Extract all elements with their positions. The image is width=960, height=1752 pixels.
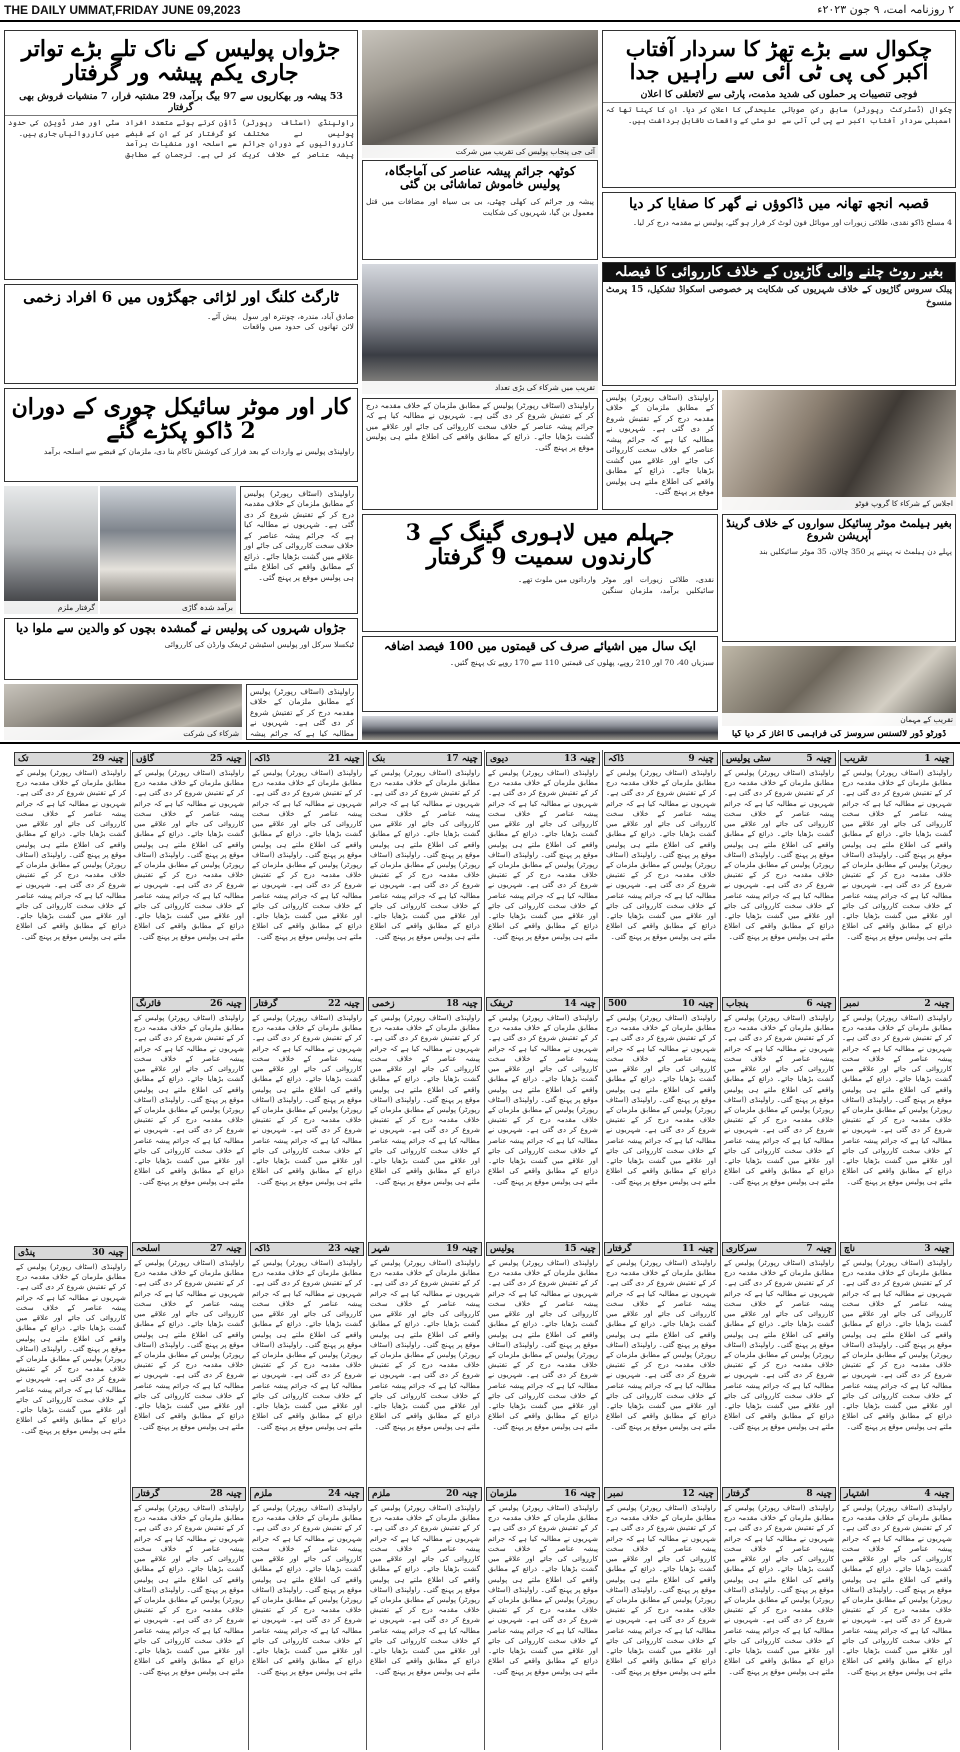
story-side <box>602 390 718 510</box>
classified-number: چینہ 5 <box>806 754 832 764</box>
classified-column <box>250 752 364 1748</box>
classified-heading <box>840 1487 954 1501</box>
classified-number: چینہ 18 <box>446 999 478 1009</box>
classified-number: چینہ 22 <box>328 999 360 1009</box>
classified-heading <box>132 752 246 766</box>
column-rule <box>720 750 721 1750</box>
photo-caption: برآمد شدہ گاڑی <box>100 601 236 614</box>
column-rule <box>484 750 485 1750</box>
classified-heading <box>250 1487 364 1501</box>
classified-heading <box>250 1242 364 1256</box>
story-body: راولپنڈی (اسٹاف رپورٹر) پولیس کے مطابق ملزمان کے خلاف مقدمہ درج کر کے تفتیش شروع کر دی گئی ہے۔ شہریوں نے مطالبہ کیا ہے کہ جرائم پیشہ عناصر کے خلاف سخت کارروائی کی جائے اور علاقے میں گشت بڑھایا جائے۔ ذرائع کے مطابق واقعے کی اطلاع ملتے ہی پولیس موقع پر پہنچ گئی۔ <box>606 393 714 497</box>
classified-heading <box>722 997 836 1011</box>
story-headline: بغیر روٹ چلنے والی گاڑیوں کے خلاف کارروائی کا فیصلہ <box>603 263 955 282</box>
classified-heading <box>840 1242 954 1256</box>
classified-body: راولپنڈی (اسٹاف رپورٹر) پولیس کے مطابق ملزمان کے خلاف مقدمہ درج کر کے تفتیش شروع کر دی گئی ہے۔ شہریوں نے مطالبہ کیا ہے کہ جرائم پیشہ عناصر کے خلاف سخت کارروائی کی جائے اور علاقے میں گشت بڑھایا جائے۔ ذرائع کے مطابق واقعے کی اطلاع ملتے ہی پولیس موقع پر پہنچ گئی۔ راولپنڈی (اسٹاف رپورٹر) پولیس کے مطابق ملزمان کے خلاف مقدمہ درج کر کے تفتیش شروع کر دی گئی ہے۔ شہریوں نے مطالبہ کیا ہے کہ جرائم پیشہ عناصر کے خلاف سخت کارروائی کی جائے اور علاقے میں گشت بڑھایا جائے۔ ذرائع کے مطابق واقعے کی اطلاع ملتے ہی پولیس موقع پر پہنچ گئی۔ <box>724 768 834 941</box>
classified-body: راولپنڈی (اسٹاف رپورٹر) پولیس کے مطابق ملزمان کے خلاف مقدمہ درج کر کے تفتیش شروع کر دی گئی ہے۔ شہریوں نے مطالبہ کیا ہے کہ جرائم پیشہ عناصر کے خلاف سخت کارروائی کی جائے اور علاقے میں گشت بڑھایا جائے۔ ذرائع کے مطابق واقعے کی اطلاع ملتے ہی پولیس موقع پر پہنچ گئی۔ راولپنڈی (اسٹاف رپورٹر) پولیس کے مطابق ملزمان کے خلاف مقدمہ درج کر کے تفتیش شروع کر دی گئی ہے۔ شہریوں نے مطالبہ کیا ہے کہ جرائم پیشہ عناصر کے خلاف سخت کارروائی کی جائے اور علاقے میں گشت بڑھایا جائے۔ ذرائع کے مطابق واقعے کی اطلاع ملتے ہی پولیس موقع پر پہنچ گئی۔ <box>842 1013 952 1186</box>
classified-number: چینہ 13 <box>564 754 596 764</box>
classified-body: راولپنڈی (اسٹاف رپورٹر) پولیس کے مطابق ملزمان کے خلاف مقدمہ درج کر کے تفتیش شروع کر دی گئی ہے۔ شہریوں نے مطالبہ کیا ہے کہ جرائم پیشہ عناصر کے خلاف سخت کارروائی کی جائے اور علاقے میں گشت بڑھایا جائے۔ ذرائع کے مطابق واقعے کی اطلاع ملتے ہی پولیس موقع پر پہنچ گئی۔ راولپنڈی (اسٹاف رپورٹر) پولیس کے مطابق ملزمان کے خلاف مقدمہ درج کر کے تفتیش شروع کر دی گئی ہے۔ شہریوں نے مطالبہ کیا ہے کہ جرائم پیشہ عناصر کے خلاف سخت کارروائی کی جائے اور علاقے میں گشت بڑھایا جائے۔ ذرائع کے مطابق واقعے کی اطلاع ملتے ہی پولیس موقع پر پہنچ گئی۔ <box>134 1258 244 1431</box>
classified-heading <box>132 997 246 1011</box>
column-rule <box>602 750 603 1750</box>
classified-body: راولپنڈی (اسٹاف رپورٹر) پولیس کے مطابق ملزمان کے خلاف مقدمہ درج کر کے تفتیش شروع کر دی گئی ہے۔ شہریوں نے مطالبہ کیا ہے کہ جرائم پیشہ عناصر کے خلاف سخت کارروائی کی جائے اور علاقے میں گشت بڑھایا جائے۔ ذرائع کے مطابق واقعے کی اطلاع ملتے ہی پولیس موقع پر پہنچ گئی۔ راولپنڈی (اسٹاف رپورٹر) پولیس کے مطابق ملزمان کے خلاف مقدمہ درج کر کے تفتیش شروع کر دی گئی ہے۔ شہریوں نے مطالبہ کیا ہے کہ جرائم پیشہ عناصر کے خلاف سخت کارروائی کی جائے اور علاقے میں گشت بڑھایا جائے۔ ذرائع کے مطابق واقعے کی اطلاع ملتے ہی پولیس موقع پر پہنچ گئی۔ <box>842 1503 952 1676</box>
classified-body: راولپنڈی (اسٹاف رپورٹر) پولیس کے مطابق ملزمان کے خلاف مقدمہ درج کر کے تفتیش شروع کر دی گئی ہے۔ شہریوں نے مطالبہ کیا ہے کہ جرائم پیشہ عناصر کے خلاف سخت کارروائی کی جائے اور علاقے میں گشت بڑھایا جائے۔ ذرائع کے مطابق واقعے کی اطلاع ملتے ہی پولیس موقع پر پہنچ گئی۔ راولپنڈی (اسٹاف رپورٹر) پولیس کے مطابق ملزمان کے خلاف مقدمہ درج کر کے تفتیش شروع کر دی گئی ہے۔ شہریوں نے مطالبہ کیا ہے کہ جرائم پیشہ عناصر کے خلاف سخت کارروائی کی جائے اور علاقے میں گشت بڑھایا جائے۔ ذرائع کے مطابق واقعے کی اطلاع ملتے ہی پولیس موقع پر پہنچ گئی۔ <box>488 1503 598 1676</box>
classified-number: چینہ 17 <box>446 754 478 764</box>
story-helmet-operation <box>722 514 956 642</box>
story-headline: بغیر ہیلمٹ موٹر سائیکل سواروں کے خلاف گرینڈ آپریشن شروع <box>726 517 952 543</box>
story-body: ٹیکسلا سرکل اور پولیس اسٹیشن ٹریفک وارڈن کی کارروائی <box>164 640 354 650</box>
story-license-services <box>722 730 956 742</box>
story-body: راولپنڈی (اسٹاف رپورٹر) پولیس کے مطابق ملزمان کے خلاف مقدمہ درج کر کے تفتیش شروع کر دی گئی ہے۔ شہریوں نے مطالبہ کیا ہے کہ جرائم پیشہ <box>250 687 354 738</box>
classified-heading <box>486 1487 600 1501</box>
story-body: چکوال (ڈسٹرکٹ رپورٹر) سابق رکن صوبائی اسمبلی سردار آفتاب اکبر نے پی ٹی آئی سے علیحدگی کا اعلان کر دیا۔ ان کا کہنا تھا کہ نو مئی کے واقعات ناقابل برداشت ہیں۔ <box>606 105 952 125</box>
classified-heading <box>250 752 364 766</box>
classified-title: اشتہار <box>844 1489 870 1499</box>
classified-body: راولپنڈی (اسٹاف رپورٹر) پولیس کے مطابق ملزمان کے خلاف مقدمہ درج کر کے تفتیش شروع کر دی گئی ہے۔ شہریوں نے مطالبہ کیا ہے کہ جرائم پیشہ عناصر کے خلاف سخت کارروائی کی جائے اور علاقے میں گشت بڑھایا جائے۔ ذرائع کے مطابق واقعے کی اطلاع ملتے ہی پولیس موقع پر پہنچ گئی۔ راولپنڈی (اسٹاف رپورٹر) پولیس کے مطابق ملزمان کے خلاف مقدمہ درج کر کے تفتیش شروع کر دی گئی ہے۔ شہریوں نے مطالبہ کیا ہے کہ جرائم پیشہ عناصر کے خلاف سخت کارروائی کی جائے اور علاقے میں گشت بڑھایا جائے۔ ذرائع کے مطابق واقعے کی اطلاع ملتے ہی پولیس موقع پر پہنچ گئی۔ <box>16 1262 126 1435</box>
classified-number: چینہ 26 <box>210 999 242 1009</box>
classified-heading <box>486 752 600 766</box>
story-subhead: فوجی تنصیبات پر حملوں کی شدید مذمت، پارٹی سے لاتعلقی کا اعلان <box>603 87 955 103</box>
story-route-vehicles <box>602 262 956 386</box>
classified-title: دیوی <box>490 754 509 764</box>
classified-body: راولپنڈی (اسٹاف رپورٹر) پولیس کے مطابق ملزمان کے خلاف مقدمہ درج کر کے تفتیش شروع کر دی گئی ہے۔ شہریوں نے مطالبہ کیا ہے کہ جرائم پیشہ عناصر کے خلاف سخت کارروائی کی جائے اور علاقے میں گشت بڑھایا جائے۔ ذرائع کے مطابق واقعے کی اطلاع ملتے ہی پولیس موقع پر پہنچ گئی۔ راولپنڈی (اسٹاف رپورٹر) پولیس کے مطابق ملزمان کے خلاف مقدمہ درج کر کے تفتیش شروع کر دی گئی ہے۔ شہریوں نے مطالبہ کیا ہے کہ جرائم پیشہ عناصر کے خلاف سخت کارروائی کی جائے اور علاقے میں گشت بڑھایا جائے۔ ذرائع کے مطابق واقعے کی اطلاع ملتے ہی پولیس موقع پر پہنچ گئی۔ <box>606 768 716 941</box>
classified-number: چینہ 28 <box>210 1489 242 1499</box>
story-kotha-crime <box>362 160 598 260</box>
classified-number: چینہ 21 <box>328 754 360 764</box>
classified-heading <box>368 1487 482 1501</box>
masthead <box>0 0 960 22</box>
photo-caption: تقریب میں شرکاء کی بڑی تعداد <box>362 381 598 394</box>
classified-title: 500 <box>608 999 627 1009</box>
classified-body: راولپنڈی (اسٹاف رپورٹر) پولیس کے مطابق ملزمان کے خلاف مقدمہ درج کر کے تفتیش شروع کر دی گئی ہے۔ شہریوں نے مطالبہ کیا ہے کہ جرائم پیشہ عناصر کے خلاف سخت کارروائی کی جائے اور علاقے میں گشت بڑھایا جائے۔ ذرائع کے مطابق واقعے کی اطلاع ملتے ہی پولیس موقع پر پہنچ گئی۔ راولپنڈی (اسٹاف رپورٹر) پولیس کے مطابق ملزمان کے خلاف مقدمہ درج کر کے تفتیش شروع کر دی گئی ہے۔ شہریوں نے مطالبہ کیا ہے کہ جرائم پیشہ عناصر کے خلاف سخت کارروائی کی جائے اور علاقے میں گشت بڑھایا جائے۔ ذرائع کے مطابق واقعے کی اطلاع ملتے ہی پولیس موقع پر پہنچ گئی۔ <box>134 1013 244 1186</box>
masthead-date-ur: ۲ روزنامہ امت، ۹ جون ۲۰۲۳ء <box>817 3 954 16</box>
classified-title: اسلحہ <box>136 1244 161 1254</box>
classified-number: چینہ 25 <box>210 754 242 764</box>
classified-number: چینہ 29 <box>92 754 124 764</box>
classified-body: راولپنڈی (اسٹاف رپورٹر) پولیس کے مطابق ملزمان کے خلاف مقدمہ درج کر کے تفتیش شروع کر دی گئی ہے۔ شہریوں نے مطالبہ کیا ہے کہ جرائم پیشہ عناصر کے خلاف سخت کارروائی کی جائے اور علاقے میں گشت بڑھایا جائے۔ ذرائع کے مطابق واقعے کی اطلاع ملتے ہی پولیس موقع پر پہنچ گئی۔ راولپنڈی (اسٹاف رپورٹر) پولیس کے مطابق ملزمان کے خلاف مقدمہ درج کر کے تفتیش شروع کر دی گئی ہے۔ شہریوں نے مطالبہ کیا ہے کہ جرائم پیشہ عناصر کے خلاف سخت کارروائی کی جائے اور علاقے میں گشت بڑھایا جائے۔ ذرائع کے مطابق واقعے کی اطلاع ملتے ہی پولیس موقع پر پہنچ گئی۔ <box>370 768 480 941</box>
story-headline: جڑواں شہروں کی پولیس نے گمشدہ بچوں کو والدین سے ملوا دیا <box>15 621 347 635</box>
classified-body: راولپنڈی (اسٹاف رپورٹر) پولیس کے مطابق ملزمان کے خلاف مقدمہ درج کر کے تفتیش شروع کر دی گئی ہے۔ شہریوں نے مطالبہ کیا ہے کہ جرائم پیشہ عناصر کے خلاف سخت کارروائی کی جائے اور علاقے میں گشت بڑھایا جائے۔ ذرائع کے مطابق واقعے کی اطلاع ملتے ہی پولیس موقع پر پہنچ گئی۔ راولپنڈی (اسٹاف رپورٹر) پولیس کے مطابق ملزمان کے خلاف مقدمہ درج کر کے تفتیش شروع کر دی گئی ہے۔ شہریوں نے مطالبہ کیا ہے کہ جرائم پیشہ عناصر کے خلاف سخت کارروائی کی جائے اور علاقے میں گشت بڑھایا جائے۔ ذرائع کے مطابق واقعے کی اطلاع ملتے ہی پولیس موقع پر پہنچ گئی۔ <box>16 768 126 941</box>
classified-heading <box>722 752 836 766</box>
classified-body: راولپنڈی (اسٹاف رپورٹر) پولیس کے مطابق ملزمان کے خلاف مقدمہ درج کر کے تفتیش شروع کر دی گئی ہے۔ شہریوں نے مطالبہ کیا ہے کہ جرائم پیشہ عناصر کے خلاف سخت کارروائی کی جائے اور علاقے میں گشت بڑھایا جائے۔ ذرائع کے مطابق واقعے کی اطلاع ملتے ہی پولیس موقع پر پہنچ گئی۔ راولپنڈی (اسٹاف رپورٹر) پولیس کے مطابق ملزمان کے خلاف مقدمہ درج کر کے تفتیش شروع کر دی گئی ہے۔ شہریوں نے مطالبہ کیا ہے کہ جرائم پیشہ عناصر کے خلاف سخت کارروائی کی جائے اور علاقے میں گشت بڑھایا جائے۔ ذرائع کے مطابق واقعے کی اطلاع ملتے ہی پولیس موقع پر پہنچ گئی۔ <box>842 1258 952 1431</box>
classified-heading <box>840 997 954 1011</box>
classified-number: چینہ 10 <box>682 999 714 1009</box>
classified-heading <box>368 997 482 1011</box>
story-body: صادق آباد، مندرہ، چونترہ اور سول لائن تھانوں کی حدود میں واقعات پیش آئے۔ <box>207 311 354 331</box>
classified-heading <box>840 752 954 766</box>
classified-title: ٹریفک <box>490 999 513 1009</box>
story-jhelum-gang <box>362 514 718 632</box>
story-headline: ٹارگٹ کلنگ اور لڑائی جھگڑوں میں 6 افراد زخمی <box>23 288 339 306</box>
story-body: 4 مسلح ڈاکو نقدی، طلائی زیورات اور موبائل فون لوٹ کر فرار ہو گئے، پولیس نے مقدمہ درج کر لیا۔ <box>632 218 952 228</box>
classified-number: چینہ 1 <box>924 754 950 764</box>
story-headline: ڈورٹو ڈور لائسنس سروسز کی فراہمی کا آغاز کر دیا گیا <box>731 730 947 739</box>
masthead-date-en: THE DAILY UMMAT,FRIDAY JUNE 09,2023 <box>4 3 241 17</box>
classified-heading <box>132 1242 246 1256</box>
story-target-killing <box>4 284 358 384</box>
classified-title: ملزم <box>254 1489 273 1499</box>
classified-heading <box>368 752 482 766</box>
classified-heading <box>486 997 600 1011</box>
column-rule <box>248 750 249 1750</box>
classified-number: چینہ 24 <box>328 1489 360 1499</box>
classified-body: راولپنڈی (اسٹاف رپورٹر) پولیس کے مطابق ملزمان کے خلاف مقدمہ درج کر کے تفتیش شروع کر دی گئی ہے۔ شہریوں نے مطالبہ کیا ہے کہ جرائم پیشہ عناصر کے خلاف سخت کارروائی کی جائے اور علاقے میں گشت بڑھایا جائے۔ ذرائع کے مطابق واقعے کی اطلاع ملتے ہی پولیس موقع پر پہنچ گئی۔ راولپنڈی (اسٹاف رپورٹر) پولیس کے مطابق ملزمان کے خلاف مقدمہ درج کر کے تفتیش شروع کر دی گئی ہے۔ شہریوں نے مطالبہ کیا ہے کہ جرائم پیشہ عناصر کے خلاف سخت کارروائی کی جائے اور علاقے میں گشت بڑھایا جائے۔ ذرائع کے مطابق واقعے کی اطلاع ملتے ہی پولیس موقع پر پہنچ گئی۔ <box>488 1013 598 1186</box>
classified-title: سٹی پولیس <box>726 754 771 764</box>
classified-column <box>604 752 718 1748</box>
classified-title: گاؤں <box>136 754 154 764</box>
story-body: پیشہ ور جرائم کی کھلی چھٹی، بی بی سیاہ اور مضافات میں قتل معمول بن گیا، شہریوں کی شکایت <box>366 197 594 217</box>
classified-heading <box>14 1246 128 1260</box>
photo-officers <box>4 684 242 740</box>
classified-body: راولپنڈی (اسٹاف رپورٹر) پولیس کے مطابق ملزمان کے خلاف مقدمہ درج کر کے تفتیش شروع کر دی گئی ہے۔ شہریوں نے مطالبہ کیا ہے کہ جرائم پیشہ عناصر کے خلاف سخت کارروائی کی جائے اور علاقے میں گشت بڑھایا جائے۔ ذرائع کے مطابق واقعے کی اطلاع ملتے ہی پولیس موقع پر پہنچ گئی۔ راولپنڈی (اسٹاف رپورٹر) پولیس کے مطابق ملزمان کے خلاف مقدمہ درج کر کے تفتیش شروع کر دی گئی ہے۔ شہریوں نے مطالبہ کیا ہے کہ جرائم پیشہ عناصر کے خلاف سخت کارروائی کی جائے اور علاقے میں گشت بڑھایا جائے۔ ذرائع کے مطابق واقعے کی اطلاع ملتے ہی پولیس موقع پر پہنچ گئی۔ <box>488 1258 598 1431</box>
story-headline: قصبہ انجھ تھانہ میں ڈاکوؤں نے گھر کا صفایا کر دیا <box>629 196 929 212</box>
classified-title: پنجاب <box>726 999 749 1009</box>
classified-heading <box>250 997 364 1011</box>
story-police-raids <box>4 30 358 280</box>
classified-column <box>486 752 600 1748</box>
classified-body: راولپنڈی (اسٹاف رپورٹر) پولیس کے مطابق ملزمان کے خلاف مقدمہ درج کر کے تفتیش شروع کر دی گئی ہے۔ شہریوں نے مطالبہ کیا ہے کہ جرائم پیشہ عناصر کے خلاف سخت کارروائی کی جائے اور علاقے میں گشت بڑھایا جائے۔ ذرائع کے مطابق واقعے کی اطلاع ملتے ہی پولیس موقع پر پہنچ گئی۔ راولپنڈی (اسٹاف رپورٹر) پولیس کے مطابق ملزمان کے خلاف مقدمہ درج کر کے تفتیش شروع کر دی گئی ہے۔ شہریوں نے مطالبہ کیا ہے کہ جرائم پیشہ عناصر کے خلاف سخت کارروائی کی جائے اور علاقے میں گشت بڑھایا جائے۔ ذرائع کے مطابق واقعے کی اطلاع ملتے ہی پولیس موقع پر پہنچ گئی۔ <box>606 1258 716 1431</box>
story-chakwal-pti <box>602 30 956 188</box>
classified-number: چینہ 9 <box>688 754 714 764</box>
classified-heading <box>722 1242 836 1256</box>
photo-caption: شرکاء کی شرکت <box>4 727 242 740</box>
story-small-box <box>246 684 358 740</box>
photo-group <box>722 390 956 510</box>
classified-number: چینہ 6 <box>806 999 832 1009</box>
classified-title: نمبر <box>844 999 860 1009</box>
classified-title: زخمی <box>372 999 395 1009</box>
classified-title: تقریب <box>844 754 868 764</box>
classified-number: چینہ 2 <box>924 999 950 1009</box>
classified-title: ملزمان <box>490 1489 517 1499</box>
photo-crowd-bottom <box>362 716 718 740</box>
story-headline: کار اور موٹر سائیکل چوری کے دوران 2 ڈاکو پکڑے گئے <box>11 394 351 445</box>
classified-body: راولپنڈی (اسٹاف رپورٹر) پولیس کے مطابق ملزمان کے خلاف مقدمہ درج کر کے تفتیش شروع کر دی گئی ہے۔ شہریوں نے مطالبہ کیا ہے کہ جرائم پیشہ عناصر کے خلاف سخت کارروائی کی جائے اور علاقے میں گشت بڑھایا جائے۔ ذرائع کے مطابق واقعے کی اطلاع ملتے ہی پولیس موقع پر پہنچ گئی۔ راولپنڈی (اسٹاف رپورٹر) پولیس کے مطابق ملزمان کے خلاف مقدمہ درج کر کے تفتیش شروع کر دی گئی ہے۔ شہریوں نے مطالبہ کیا ہے کہ جرائم پیشہ عناصر کے خلاف سخت کارروائی کی جائے اور علاقے میں گشت بڑھایا جائے۔ ذرائع کے مطابق واقعے کی اطلاع ملتے ہی پولیس موقع پر پہنچ گئی۔ <box>488 768 598 941</box>
classified-title: پنڈی <box>18 1248 35 1258</box>
classified-title: ملزم <box>372 1489 391 1499</box>
story-headline: کوٹھہ جرائم پیشہ عناصر کی آماجگاہ، پولیس خاموش تماشائی بن گئی <box>384 164 576 192</box>
story-parcel <box>240 486 358 614</box>
classified-title: ڈاکہ <box>254 754 271 764</box>
story-body: سبزیاں 40، 70 اور 210 روپے، پھلوں کی قیمتیں 110 سے 170 روپے تک پہنچ گئیں۔ <box>449 658 714 668</box>
classified-column <box>840 752 954 1748</box>
classified-body: راولپنڈی (اسٹاف رپورٹر) پولیس کے مطابق ملزمان کے خلاف مقدمہ درج کر کے تفتیش شروع کر دی گئی ہے۔ شہریوں نے مطالبہ کیا ہے کہ جرائم پیشہ عناصر کے خلاف سخت کارروائی کی جائے اور علاقے میں گشت بڑھایا جائے۔ ذرائع کے مطابق واقعے کی اطلاع ملتے ہی پولیس موقع پر پہنچ گئی۔ راولپنڈی (اسٹاف رپورٹر) پولیس کے مطابق ملزمان کے خلاف مقدمہ درج کر کے تفتیش شروع کر دی گئی ہے۔ شہریوں نے مطالبہ کیا ہے کہ جرائم پیشہ عناصر کے خلاف سخت کارروائی کی جائے اور علاقے میں گشت بڑھایا جائے۔ ذرائع کے مطابق واقعے کی اطلاع ملتے ہی پولیس موقع پر پہنچ گئی۔ <box>842 768 952 941</box>
story-two-dacoits <box>4 388 358 482</box>
classified-title: شہر <box>372 1244 390 1254</box>
classified-title: بنک <box>372 754 386 764</box>
classified-body: راولپنڈی (اسٹاف رپورٹر) پولیس کے مطابق ملزمان کے خلاف مقدمہ درج کر کے تفتیش شروع کر دی گئی ہے۔ شہریوں نے مطالبہ کیا ہے کہ جرائم پیشہ عناصر کے خلاف سخت کارروائی کی جائے اور علاقے میں گشت بڑھایا جائے۔ ذرائع کے مطابق واقعے کی اطلاع ملتے ہی پولیس موقع پر پہنچ گئی۔ راولپنڈی (اسٹاف رپورٹر) پولیس کے مطابق ملزمان کے خلاف مقدمہ درج کر کے تفتیش شروع کر دی گئی ہے۔ شہریوں نے مطالبہ کیا ہے کہ جرائم پیشہ عناصر کے خلاف سخت کارروائی کی جائے اور علاقے میں گشت بڑھایا جائے۔ ذرائع کے مطابق واقعے کی اطلاع ملتے ہی پولیس موقع پر پہنچ گئی۔ <box>724 1503 834 1676</box>
story-body: پبلک سروس گاڑیوں کے خلاف شہریوں کی شکایت پر خصوصی اسکواڈ تشکیل، 15 پرمٹ منسوخ <box>606 285 952 308</box>
classified-number: چینہ 12 <box>682 1489 714 1499</box>
classified-heading <box>604 1242 718 1256</box>
classified-body: راولپنڈی (اسٹاف رپورٹر) پولیس کے مطابق ملزمان کے خلاف مقدمہ درج کر کے تفتیش شروع کر دی گئی ہے۔ شہریوں نے مطالبہ کیا ہے کہ جرائم پیشہ عناصر کے خلاف سخت کارروائی کی جائے اور علاقے میں گشت بڑھایا جائے۔ ذرائع کے مطابق واقعے کی اطلاع ملتے ہی پولیس موقع پر پہنچ گئی۔ راولپنڈی (اسٹاف رپورٹر) پولیس کے مطابق ملزمان کے خلاف مقدمہ درج کر کے تفتیش شروع کر دی گئی ہے۔ شہریوں نے مطالبہ کیا ہے کہ جرائم پیشہ عناصر کے خلاف سخت کارروائی کی جائے اور علاقے میں گشت بڑھایا جائے۔ ذرائع کے مطابق واقعے کی اطلاع ملتے ہی پولیس موقع پر پہنچ گئی۔ <box>724 1013 834 1186</box>
classified-number: چینہ 23 <box>328 1244 360 1254</box>
classified-title: گرفتار <box>254 999 278 1009</box>
classified-body: راولپنڈی (اسٹاف رپورٹر) پولیس کے مطابق ملزمان کے خلاف مقدمہ درج کر کے تفتیش شروع کر دی گئی ہے۔ شہریوں نے مطالبہ کیا ہے کہ جرائم پیشہ عناصر کے خلاف سخت کارروائی کی جائے اور علاقے میں گشت بڑھایا جائے۔ ذرائع کے مطابق واقعے کی اطلاع ملتے ہی پولیس موقع پر پہنچ گئی۔ راولپنڈی (اسٹاف رپورٹر) پولیس کے مطابق ملزمان کے خلاف مقدمہ درج کر کے تفتیش شروع کر دی گئی ہے۔ شہریوں نے مطالبہ کیا ہے کہ جرائم پیشہ عناصر کے خلاف سخت کارروائی کی جائے اور علاقے میں گشت بڑھایا جائے۔ ذرائع کے مطابق واقعے کی اطلاع ملتے ہی پولیس موقع پر پہنچ گئی۔ <box>370 1258 480 1431</box>
classified-column <box>14 752 128 1748</box>
story-missing-children <box>4 618 358 680</box>
story-body: راولپنڈی (اسٹاف رپورٹر) پولیس کے مطابق ملزمان کے خلاف مقدمہ درج کر کے تفتیش شروع کر دی گئی ہے۔ شہریوں نے مطالبہ کیا ہے کہ جرائم پیشہ عناصر کے خلاف سخت کارروائی کی جائے اور علاقے میں گشت بڑھایا جائے۔ ذرائع کے مطابق واقعے کی اطلاع ملتے ہی پولیس موقع پر پہنچ گئی۔ <box>244 489 354 582</box>
classified-column <box>722 752 836 1748</box>
story-body: راولپنڈی (اسٹاف رپورٹر) پولیس نے مختلف کارروائیوں کے دوران جرائم پیشہ عناصر کے خلاف کریک ڈاؤن کرتے ہوئے متعدد افراد کو گرفتار کر کے ان کے قبضے سے اسلحہ اور منشیات برآمد کر لی ہے۔ ترجمان کے مطابق سٹی اور صدر ڈویژن کی حدود میں کارروائیاں جاری ہیں۔ <box>8 118 354 159</box>
photo-event <box>722 646 956 726</box>
photo-police-ceremony <box>362 30 598 158</box>
classified-title: ڈاکہ <box>608 754 625 764</box>
classified-number: چینہ 16 <box>564 1489 596 1499</box>
story-body: نقدی، طلائی زیورات اور موٹر سائیکلیں برآمد، ملزمان سنگین وارداتوں میں ملوث تھے۔ <box>517 575 714 595</box>
classified-number: چینہ 14 <box>564 999 596 1009</box>
classified-heading <box>604 752 718 766</box>
classified-heading <box>14 752 128 766</box>
classified-heading <box>722 1487 836 1501</box>
classified-heading <box>132 1487 246 1501</box>
classified-column <box>132 752 246 1748</box>
classified-body: راولپنڈی (اسٹاف رپورٹر) پولیس کے مطابق ملزمان کے خلاف مقدمہ درج کر کے تفتیش شروع کر دی گئی ہے۔ شہریوں نے مطالبہ کیا ہے کہ جرائم پیشہ عناصر کے خلاف سخت کارروائی کی جائے اور علاقے میں گشت بڑھایا جائے۔ ذرائع کے مطابق واقعے کی اطلاع ملتے ہی پولیس موقع پر پہنچ گئی۔ راولپنڈی (اسٹاف رپورٹر) پولیس کے مطابق ملزمان کے خلاف مقدمہ درج کر کے تفتیش شروع کر دی گئی ہے۔ شہریوں نے مطالبہ کیا ہے کہ جرائم پیشہ عناصر کے خلاف سخت کارروائی کی جائے اور علاقے میں گشت بڑھایا جائے۔ ذرائع کے مطابق واقعے کی اطلاع ملتے ہی پولیس موقع پر پہنچ گئی۔ <box>370 1013 480 1186</box>
classified-number: چینہ 19 <box>446 1244 478 1254</box>
classified-column <box>368 752 482 1748</box>
story-middle-small <box>362 398 598 510</box>
photo-recovered-car <box>100 486 236 614</box>
classified-number: چینہ 3 <box>924 1244 950 1254</box>
classified-title: تک <box>18 754 29 764</box>
classified-title: نمبر <box>608 1489 624 1499</box>
classified-title: ناچ <box>844 1244 856 1254</box>
classified-number: چینہ 7 <box>806 1244 832 1254</box>
classified-title: فائرنگ <box>136 999 162 1009</box>
section-divider <box>0 742 960 750</box>
classified-body: راولپنڈی (اسٹاف رپورٹر) پولیس کے مطابق ملزمان کے خلاف مقدمہ درج کر کے تفتیش شروع کر دی گئی ہے۔ شہریوں نے مطالبہ کیا ہے کہ جرائم پیشہ عناصر کے خلاف سخت کارروائی کی جائے اور علاقے میں گشت بڑھایا جائے۔ ذرائع کے مطابق واقعے کی اطلاع ملتے ہی پولیس موقع پر پہنچ گئی۔ راولپنڈی (اسٹاف رپورٹر) پولیس کے مطابق ملزمان کے خلاف مقدمہ درج کر کے تفتیش شروع کر دی گئی ہے۔ شہریوں نے مطالبہ کیا ہے کہ جرائم پیشہ عناصر کے خلاف سخت کارروائی کی جائے اور علاقے میں گشت بڑھایا جائے۔ ذرائع کے مطابق واقعے کی اطلاع ملتے ہی پولیس موقع پر پہنچ گئی۔ <box>606 1503 716 1676</box>
classified-number: چینہ 27 <box>210 1244 242 1254</box>
column-rule <box>838 750 839 1750</box>
classified-heading <box>604 997 718 1011</box>
story-headline: جڑواں پولیس کے ناک تلے بڑے تواتر جاری یکم پیشہ ور گرفتار <box>21 36 341 87</box>
photo-caption: آئی جی پنجاب پولیس کی تقریب میں شرکت <box>362 145 598 158</box>
column-rule <box>366 750 367 1750</box>
classified-body: راولپنڈی (اسٹاف رپورٹر) پولیس کے مطابق ملزمان کے خلاف مقدمہ درج کر کے تفتیش شروع کر دی گئی ہے۔ شہریوں نے مطالبہ کیا ہے کہ جرائم پیشہ عناصر کے خلاف سخت کارروائی کی جائے اور علاقے میں گشت بڑھایا جائے۔ ذرائع کے مطابق واقعے کی اطلاع ملتے ہی پولیس موقع پر پہنچ گئی۔ راولپنڈی (اسٹاف رپورٹر) پولیس کے مطابق ملزمان کے خلاف مقدمہ درج کر کے تفتیش شروع کر دی گئی ہے۔ شہریوں نے مطالبہ کیا ہے کہ جرائم پیشہ عناصر کے خلاف سخت کارروائی کی جائے اور علاقے میں گشت بڑھایا جائے۔ ذرائع کے مطابق واقعے کی اطلاع ملتے ہی پولیس موقع پر پہنچ گئی۔ <box>606 1013 716 1186</box>
classified-title: گرفتار <box>726 1489 750 1499</box>
photo-caption: تقریب کے مہمان <box>722 713 956 726</box>
classified-number: چینہ 20 <box>446 1489 478 1499</box>
classified-heading <box>486 1242 600 1256</box>
story-body: پہلے دن ہیلمٹ نہ پہننے پر 350 چالان، 35 موٹر سائیکلیں بند <box>759 547 952 557</box>
story-body: راولپنڈی پولیس نے واردات کے بعد فرار کی کوشش ناکام بنا دی، ملزمان کے قبضے سے اسلحہ برآمد <box>43 447 354 457</box>
classified-number: چینہ 30 <box>92 1248 124 1258</box>
story-subhead: 53 پیشہ ور بھکاریوں سے 97 بیگ برآمد، 29 مشتبہ فرار، 7 منشیات فروش بھی گرفتار <box>5 89 357 116</box>
classified-title: سرکاری <box>726 1244 757 1254</box>
classified-body: راولپنڈی (اسٹاف رپورٹر) پولیس کے مطابق ملزمان کے خلاف مقدمہ درج کر کے تفتیش شروع کر دی گئی ہے۔ شہریوں نے مطالبہ کیا ہے کہ جرائم پیشہ عناصر کے خلاف سخت کارروائی کی جائے اور علاقے میں گشت بڑھایا جائے۔ ذرائع کے مطابق واقعے کی اطلاع ملتے ہی پولیس موقع پر پہنچ گئی۔ راولپنڈی (اسٹاف رپورٹر) پولیس کے مطابق ملزمان کے خلاف مقدمہ درج کر کے تفتیش شروع کر دی گئی ہے۔ شہریوں نے مطالبہ کیا ہے کہ جرائم پیشہ عناصر کے خلاف سخت کارروائی کی جائے اور علاقے میں گشت بڑھایا جائے۔ ذرائع کے مطابق واقعے کی اطلاع ملتے ہی پولیس موقع پر پہنچ گئی۔ <box>370 1503 480 1676</box>
classified-title: ڈاکہ <box>254 1244 271 1254</box>
classified-body: راولپنڈی (اسٹاف رپورٹر) پولیس کے مطابق ملزمان کے خلاف مقدمہ درج کر کے تفتیش شروع کر دی گئی ہے۔ شہریوں نے مطالبہ کیا ہے کہ جرائم پیشہ عناصر کے خلاف سخت کارروائی کی جائے اور علاقے میں گشت بڑھایا جائے۔ ذرائع کے مطابق واقعے کی اطلاع ملتے ہی پولیس موقع پر پہنچ گئی۔ راولپنڈی (اسٹاف رپورٹر) پولیس کے مطابق ملزمان کے خلاف مقدمہ درج کر کے تفتیش شروع کر دی گئی ہے۔ شہریوں نے مطالبہ کیا ہے کہ جرائم پیشہ عناصر کے خلاف سخت کارروائی کی جائے اور علاقے میں گشت بڑھایا جائے۔ ذرائع کے مطابق واقعے کی اطلاع ملتے ہی پولیس موقع پر پہنچ گئی۔ <box>724 1258 834 1431</box>
classified-number: چینہ 11 <box>682 1244 714 1254</box>
classified-number: چینہ 4 <box>924 1489 950 1499</box>
classified-title: گرفتار <box>608 1244 632 1254</box>
classified-body: راولپنڈی (اسٹاف رپورٹر) پولیس کے مطابق ملزمان کے خلاف مقدمہ درج کر کے تفتیش شروع کر دی گئی ہے۔ شہریوں نے مطالبہ کیا ہے کہ جرائم پیشہ عناصر کے خلاف سخت کارروائی کی جائے اور علاقے میں گشت بڑھایا جائے۔ ذرائع کے مطابق واقعے کی اطلاع ملتے ہی پولیس موقع پر پہنچ گئی۔ راولپنڈی (اسٹاف رپورٹر) پولیس کے مطابق ملزمان کے خلاف مقدمہ درج کر کے تفتیش شروع کر دی گئی ہے۔ شہریوں نے مطالبہ کیا ہے کہ جرائم پیشہ عناصر کے خلاف سخت کارروائی کی جائے اور علاقے میں گشت بڑھایا جائے۔ ذرائع کے مطابق واقعے کی اطلاع ملتے ہی پولیس موقع پر پہنچ گئی۔ <box>134 1503 244 1676</box>
photo-gathering <box>362 264 598 394</box>
story-headline: چکوال سے بڑے تھڑ کا سردار آفتاب اکبر کی پی ٹی آئی سے راہیں جدا <box>625 36 933 85</box>
story-headline: ایک سال میں اشیائے صرف کی قیمتوں میں 100 فیصد اضافہ <box>384 639 696 653</box>
story-prices <box>362 636 718 712</box>
classified-heading <box>368 1242 482 1256</box>
classified-number: چینہ 15 <box>564 1244 596 1254</box>
story-headline: جہلم میں لاہوری گینگ کے 3 کارندوں سمیت 9 گرفتار <box>405 520 675 571</box>
story-body: راولپنڈی (اسٹاف رپورٹر) پولیس کے مطابق ملزمان کے خلاف مقدمہ درج کر کے تفتیش شروع کر دی گئی ہے۔ شہریوں نے مطالبہ کیا ہے کہ جرائم پیشہ عناصر کے خلاف سخت کارروائی کی جائے اور علاقے میں گشت بڑھایا جائے۔ ذرائع کے مطابق واقعے کی اطلاع ملتے ہی پولیس موقع پر پہنچ گئی۔ <box>366 401 594 452</box>
classified-number: چینہ 8 <box>806 1489 832 1499</box>
classified-heading <box>604 1487 718 1501</box>
photo-caption: گرفتار ملزم <box>4 601 98 614</box>
story-anjh-robbery <box>602 192 956 258</box>
classified-body: راولپنڈی (اسٹاف رپورٹر) پولیس کے مطابق ملزمان کے خلاف مقدمہ درج کر کے تفتیش شروع کر دی گئی ہے۔ شہریوں نے مطالبہ کیا ہے کہ جرائم پیشہ عناصر کے خلاف سخت کارروائی کی جائے اور علاقے میں گشت بڑھایا جائے۔ ذرائع کے مطابق واقعے کی اطلاع ملتے ہی پولیس موقع پر پہنچ گئی۔ راولپنڈی (اسٹاف رپورٹر) پولیس کے مطابق ملزمان کے خلاف مقدمہ درج کر کے تفتیش شروع کر دی گئی ہے۔ شہریوں نے مطالبہ کیا ہے کہ جرائم پیشہ عناصر کے خلاف سخت کارروائی کی جائے اور علاقے میں گشت بڑھایا جائے۔ ذرائع کے مطابق واقعے کی اطلاع ملتے ہی پولیس موقع پر پہنچ گئی۔ <box>252 1258 362 1431</box>
classified-body: راولپنڈی (اسٹاف رپورٹر) پولیس کے مطابق ملزمان کے خلاف مقدمہ درج کر کے تفتیش شروع کر دی گئی ہے۔ شہریوں نے مطالبہ کیا ہے کہ جرائم پیشہ عناصر کے خلاف سخت کارروائی کی جائے اور علاقے میں گشت بڑھایا جائے۔ ذرائع کے مطابق واقعے کی اطلاع ملتے ہی پولیس موقع پر پہنچ گئی۔ راولپنڈی (اسٹاف رپورٹر) پولیس کے مطابق ملزمان کے خلاف مقدمہ درج کر کے تفتیش شروع کر دی گئی ہے۔ شہریوں نے مطالبہ کیا ہے کہ جرائم پیشہ عناصر کے خلاف سخت کارروائی کی جائے اور علاقے میں گشت بڑھایا جائے۔ ذرائع کے مطابق واقعے کی اطلاع ملتے ہی پولیس موقع پر پہنچ گئی۔ <box>252 1013 362 1186</box>
photo-caption: اجلاس کے شرکاء کا گروپ فوٹو <box>722 497 956 510</box>
classified-body: راولپنڈی (اسٹاف رپورٹر) پولیس کے مطابق ملزمان کے خلاف مقدمہ درج کر کے تفتیش شروع کر دی گئی ہے۔ شہریوں نے مطالبہ کیا ہے کہ جرائم پیشہ عناصر کے خلاف سخت کارروائی کی جائے اور علاقے میں گشت بڑھایا جائے۔ ذرائع کے مطابق واقعے کی اطلاع ملتے ہی پولیس موقع پر پہنچ گئی۔ راولپنڈی (اسٹاف رپورٹر) پولیس کے مطابق ملزمان کے خلاف مقدمہ درج کر کے تفتیش شروع کر دی گئی ہے۔ شہریوں نے مطالبہ کیا ہے کہ جرائم پیشہ عناصر کے خلاف سخت کارروائی کی جائے اور علاقے میں گشت بڑھایا جائے۔ ذرائع کے مطابق واقعے کی اطلاع ملتے ہی پولیس موقع پر پہنچ گئی۔ <box>252 1503 362 1676</box>
photo-arrested-man <box>4 486 98 614</box>
classified-body: راولپنڈی (اسٹاف رپورٹر) پولیس کے مطابق ملزمان کے خلاف مقدمہ درج کر کے تفتیش شروع کر دی گئی ہے۔ شہریوں نے مطالبہ کیا ہے کہ جرائم پیشہ عناصر کے خلاف سخت کارروائی کی جائے اور علاقے میں گشت بڑھایا جائے۔ ذرائع کے مطابق واقعے کی اطلاع ملتے ہی پولیس موقع پر پہنچ گئی۔ راولپنڈی (اسٹاف رپورٹر) پولیس کے مطابق ملزمان کے خلاف مقدمہ درج کر کے تفتیش شروع کر دی گئی ہے۔ شہریوں نے مطالبہ کیا ہے کہ جرائم پیشہ عناصر کے خلاف سخت کارروائی کی جائے اور علاقے میں گشت بڑھایا جائے۔ ذرائع کے مطابق واقعے کی اطلاع ملتے ہی پولیس موقع پر پہنچ گئی۔ <box>252 768 362 941</box>
classified-title: گرفتار <box>136 1489 160 1499</box>
column-rule <box>130 750 131 1750</box>
classified-body: راولپنڈی (اسٹاف رپورٹر) پولیس کے مطابق ملزمان کے خلاف مقدمہ درج کر کے تفتیش شروع کر دی گئی ہے۔ شہریوں نے مطالبہ کیا ہے کہ جرائم پیشہ عناصر کے خلاف سخت کارروائی کی جائے اور علاقے میں گشت بڑھایا جائے۔ ذرائع کے مطابق واقعے کی اطلاع ملتے ہی پولیس موقع پر پہنچ گئی۔ راولپنڈی (اسٹاف رپورٹر) پولیس کے مطابق ملزمان کے خلاف مقدمہ درج کر کے تفتیش شروع کر دی گئی ہے۔ شہریوں نے مطالبہ کیا ہے کہ جرائم پیشہ عناصر کے خلاف سخت کارروائی کی جائے اور علاقے میں گشت بڑھایا جائے۔ ذرائع کے مطابق واقعے کی اطلاع ملتے ہی پولیس موقع پر پہنچ گئی۔ <box>134 768 244 941</box>
classified-title: پولیس <box>490 1244 515 1254</box>
